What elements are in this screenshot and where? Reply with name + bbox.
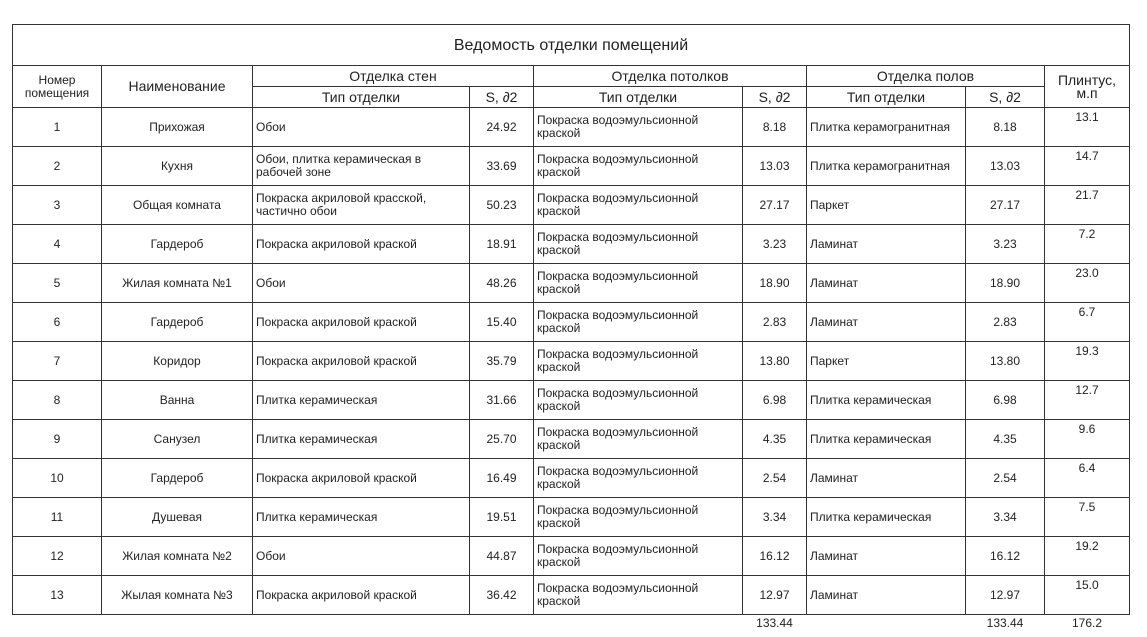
cell-plinth-length: 12.7 — [1045, 381, 1130, 420]
cell-room-name: Санузел — [102, 420, 253, 459]
cell-wall-area: 50.23 — [470, 186, 534, 225]
cell-floor-finish-type: Плитка керамическая — [807, 381, 966, 420]
cell-room-name: Ванна — [102, 381, 253, 420]
cell-room-number: 3 — [13, 186, 102, 225]
cell-wall-finish-type: Плитка керамическая — [253, 498, 470, 537]
cell-floor-finish-type: Плитка керамогранитная — [807, 147, 966, 186]
table-row — [13, 537, 1130, 576]
cell-floor-finish-type: Ламинат — [807, 303, 966, 342]
table-row — [13, 147, 1130, 186]
table-row — [13, 576, 1130, 615]
cell-plinth-length: 14.7 — [1045, 147, 1130, 186]
totals-empty-cell — [534, 615, 743, 637]
cell-ceiling-area: 18.90 — [743, 264, 807, 303]
cell-ceiling-finish-type: Покраска водоэмульсионной краской — [534, 381, 743, 420]
totals-empty-cell — [253, 615, 470, 637]
cell-ceiling-area: 2.54 — [743, 459, 807, 498]
cell-floor-area: 13.03 — [966, 147, 1045, 186]
cell-floor-finish-type: Плитка керамическая — [807, 420, 966, 459]
cell-wall-finish-type: Покраска акриловой краской — [253, 303, 470, 342]
cell-plinth-length: 7.2 — [1045, 225, 1130, 264]
cell-plinth-length: 19.2 — [1045, 537, 1130, 576]
cell-ceiling-finish-type: Покраска водоэмульсионной краской — [534, 225, 743, 264]
cell-wall-finish-type: Обои — [253, 264, 470, 303]
cell-ceiling-area: 12.97 — [743, 576, 807, 615]
cell-wall-finish-type: Обои — [253, 108, 470, 147]
table-row — [13, 225, 1130, 264]
table-row — [13, 186, 1130, 225]
cell-ceiling-area: 13.03 — [743, 147, 807, 186]
cell-ceiling-area: 16.12 — [743, 537, 807, 576]
cell-ceiling-finish-type: Покраска водоэмульсионной краской — [534, 576, 743, 615]
header-name: Наименование — [102, 66, 253, 108]
cell-floor-area: 18.90 — [966, 264, 1045, 303]
totals-empty-cell — [807, 615, 966, 637]
cell-wall-area: 16.49 — [470, 459, 534, 498]
finish-schedule-table — [12, 24, 1130, 637]
cell-room-number: 12 — [13, 537, 102, 576]
cell-room-number: 4 — [13, 225, 102, 264]
cell-room-name: Кухня — [102, 147, 253, 186]
cell-floor-area: 13.80 — [966, 342, 1045, 381]
cell-ceiling-area: 4.35 — [743, 420, 807, 459]
cell-wall-area: 33.69 — [470, 147, 534, 186]
table-row — [13, 420, 1130, 459]
cell-plinth-length: 23.0 — [1045, 264, 1130, 303]
cell-ceiling-finish-type: Покраска водоэмульсионной краской — [534, 303, 743, 342]
cell-wall-finish-type: Обои — [253, 537, 470, 576]
cell-plinth-length: 6.4 — [1045, 459, 1130, 498]
totals-empty-cell — [470, 615, 534, 637]
cell-wall-finish-type: Обои, плитка керамическая в рабочей зоне — [253, 147, 470, 186]
cell-plinth-length: 13.1 — [1045, 108, 1130, 147]
header-room-number: Номер помещения — [13, 66, 102, 108]
cell-floor-finish-type: Ламинат — [807, 459, 966, 498]
cell-ceiling-finish-type: Покраска водоэмульсионной краской — [534, 498, 743, 537]
header-ceiling-area: S, ∂2 — [743, 87, 807, 108]
table-row — [13, 303, 1130, 342]
cell-ceiling-area: 3.34 — [743, 498, 807, 537]
cell-room-name: Душевая — [102, 498, 253, 537]
header-floors: Отделка полов — [807, 66, 1045, 87]
cell-wall-area: 44.87 — [470, 537, 534, 576]
table-title: Ведомость отделки помещений — [13, 25, 1130, 66]
table-row — [13, 108, 1130, 147]
cell-floor-finish-type: Паркет — [807, 186, 966, 225]
cell-plinth-length: 9.6 — [1045, 420, 1130, 459]
cell-wall-finish-type: Плитка керамическая — [253, 381, 470, 420]
cell-wall-area: 48.26 — [470, 264, 534, 303]
cell-floor-finish-type: Ламинат — [807, 225, 966, 264]
cell-ceiling-finish-type: Покраска водоэмульсионной краской — [534, 264, 743, 303]
total-plinth-length: 176.2 — [1045, 615, 1130, 637]
cell-ceiling-area: 6.98 — [743, 381, 807, 420]
cell-room-name: Коридор — [102, 342, 253, 381]
cell-room-name: Жилая комната №1 — [102, 264, 253, 303]
cell-wall-area: 25.70 — [470, 420, 534, 459]
cell-wall-area: 31.66 — [470, 381, 534, 420]
header-wall-area: S, ∂2 — [470, 87, 534, 108]
cell-wall-finish-type: Покраска акриловой краской — [253, 342, 470, 381]
cell-wall-finish-type: Покраска акриловой краской — [253, 576, 470, 615]
cell-room-number: 9 — [13, 420, 102, 459]
cell-room-number: 1 — [13, 108, 102, 147]
cell-room-name: Гардероб — [102, 303, 253, 342]
cell-wall-finish-type: Покраска акриловой краской — [253, 225, 470, 264]
cell-wall-area: 35.79 — [470, 342, 534, 381]
total-ceiling-area: 133.44 — [743, 615, 807, 637]
cell-floor-area: 2.83 — [966, 303, 1045, 342]
cell-floor-area: 6.98 — [966, 381, 1045, 420]
cell-floor-finish-type: Ламинат — [807, 576, 966, 615]
cell-room-number: 7 — [13, 342, 102, 381]
cell-room-number: 13 — [13, 576, 102, 615]
cell-wall-area: 18.91 — [470, 225, 534, 264]
cell-floor-area: 3.34 — [966, 498, 1045, 537]
cell-plinth-length: 7.5 — [1045, 498, 1130, 537]
cell-floor-area: 8.18 — [966, 108, 1045, 147]
cell-floor-area: 4.35 — [966, 420, 1045, 459]
cell-ceiling-area: 8.18 — [743, 108, 807, 147]
cell-room-number: 6 — [13, 303, 102, 342]
cell-floor-area: 3.23 — [966, 225, 1045, 264]
header-ceiling-finish-type: Тип отделки — [534, 87, 743, 108]
finish-schedule-sheet — [12, 24, 1130, 637]
cell-room-number: 5 — [13, 264, 102, 303]
cell-ceiling-finish-type: Покраска водоэмульсионной краской — [534, 186, 743, 225]
cell-ceiling-area: 13.80 — [743, 342, 807, 381]
totals-empty-cell — [13, 615, 102, 637]
table-row — [13, 459, 1130, 498]
header-plinth: Плинтус, м.п — [1045, 66, 1130, 108]
cell-ceiling-finish-type: Покраска водоэмульсионной краской — [534, 108, 743, 147]
total-floor-area: 133.44 — [966, 615, 1045, 637]
cell-floor-area: 12.97 — [966, 576, 1045, 615]
cell-wall-finish-type: Плитка керамическая — [253, 420, 470, 459]
table-row — [13, 342, 1130, 381]
cell-ceiling-finish-type: Покраска водоэмульсионной краской — [534, 537, 743, 576]
cell-room-name: Жылая комната №3 — [102, 576, 253, 615]
cell-room-name: Гардероб — [102, 459, 253, 498]
cell-ceiling-area: 2.83 — [743, 303, 807, 342]
cell-floor-finish-type: Плитка керамогранитная — [807, 108, 966, 147]
cell-wall-area: 19.51 — [470, 498, 534, 537]
header-walls: Отделка стен — [253, 66, 534, 87]
header-floor-area: S, ∂2 — [966, 87, 1045, 108]
cell-wall-area: 24.92 — [470, 108, 534, 147]
cell-wall-finish-type: Покраска акриловой краской — [253, 459, 470, 498]
cell-room-name: Общая комната — [102, 186, 253, 225]
cell-ceiling-finish-type: Покраска водоэмульсионной краской — [534, 147, 743, 186]
cell-floor-finish-type: Паркет — [807, 342, 966, 381]
cell-ceiling-area: 27.17 — [743, 186, 807, 225]
totals-empty-cell — [102, 615, 253, 637]
header-floor-finish-type: Тип отделки — [807, 87, 966, 108]
cell-floor-finish-type: Ламинат — [807, 264, 966, 303]
cell-ceiling-area: 3.23 — [743, 225, 807, 264]
cell-plinth-length: 19.3 — [1045, 342, 1130, 381]
cell-room-number: 10 — [13, 459, 102, 498]
cell-ceiling-finish-type: Покраска водоэмульсионной краской — [534, 420, 743, 459]
cell-floor-area: 2.54 — [966, 459, 1045, 498]
cell-wall-area: 15.40 — [470, 303, 534, 342]
header-wall-finish-type: Тип отделки — [253, 87, 470, 108]
cell-room-name: Жилая комната №2 — [102, 537, 253, 576]
cell-room-name: Гардероб — [102, 225, 253, 264]
cell-room-name: Прихожая — [102, 108, 253, 147]
cell-plinth-length: 15.0 — [1045, 576, 1130, 615]
table-row — [13, 264, 1130, 303]
cell-room-number: 8 — [13, 381, 102, 420]
cell-room-number: 11 — [13, 498, 102, 537]
cell-floor-finish-type: Ламинат — [807, 537, 966, 576]
cell-floor-area: 27.17 — [966, 186, 1045, 225]
cell-wall-area: 36.42 — [470, 576, 534, 615]
cell-ceiling-finish-type: Покраска водоэмульсионной краской — [534, 459, 743, 498]
table-row — [13, 498, 1130, 537]
cell-wall-finish-type: Покраска акриловой красской, частично обои — [253, 186, 470, 225]
table-row — [13, 381, 1130, 420]
cell-floor-finish-type: Плитка керамическая — [807, 498, 966, 537]
cell-plinth-length: 6.7 — [1045, 303, 1130, 342]
cell-room-number: 2 — [13, 147, 102, 186]
cell-plinth-length: 21.7 — [1045, 186, 1130, 225]
cell-ceiling-finish-type: Покраска водоэмульсионной краской — [534, 342, 743, 381]
totals-row — [13, 615, 1130, 637]
header-ceilings: Отделка потолков — [534, 66, 807, 87]
cell-floor-area: 16.12 — [966, 537, 1045, 576]
